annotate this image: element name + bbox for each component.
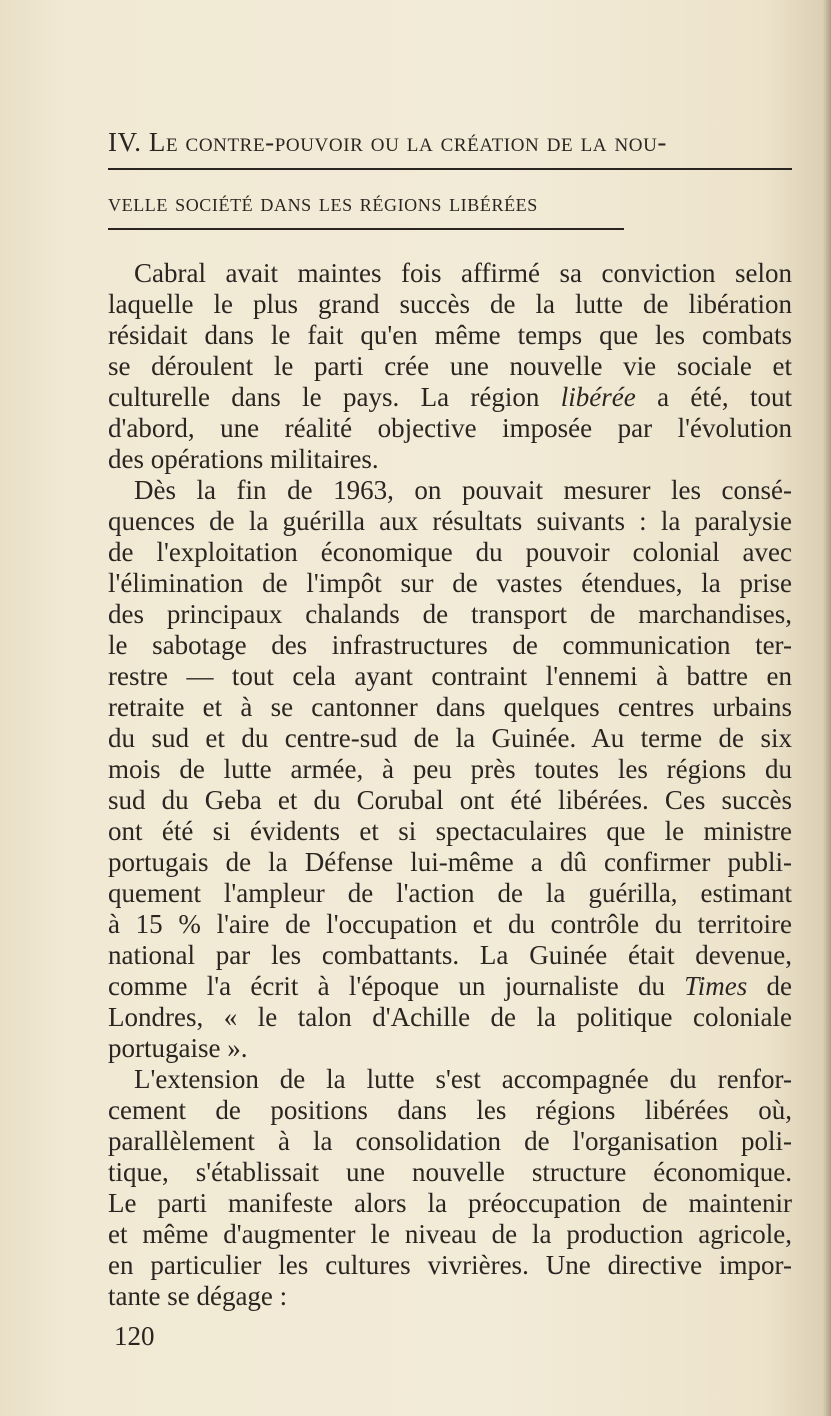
body-line: tique, s'établissait une nouvelle structure économique. <box>108 1157 792 1187</box>
body-line: portugais de la Défense lui-même a dû confirmer publi- <box>108 847 792 877</box>
body-line: quences de la guérilla aux résultats suivants : la paralysie <box>108 506 792 536</box>
body-line: comme l'a écrit à l'époque un journaliste du Times de <box>108 971 793 1001</box>
body-line: en particulier les cultures vivrières. Une directive impor- <box>108 1250 792 1280</box>
section-heading-line-2: velle société dans les régions libérées <box>108 188 538 217</box>
body-line: l'élimination de l'impôt sur de vastes étendues, la prise <box>108 568 792 598</box>
body-line: ont été si évidents et si spectaculaires que le ministre <box>108 816 792 846</box>
page-number: 120 <box>114 1321 155 1351</box>
body-line: de l'exploitation économique du pouvoir colonial avec <box>108 537 792 567</box>
body-line: le sabotage des infrastructures de communication ter- <box>108 630 792 660</box>
body-line: se déroulent le parti crée une nouvelle vie sociale et <box>108 351 792 381</box>
body-line: portugaise ». <box>108 1033 248 1063</box>
body-line: sud du Geba et du Corubal ont été libérées. Ces succès <box>108 785 792 815</box>
body-line: du sud et du centre-sud de la Guinée. Au terme de six <box>108 723 792 753</box>
body-line: retraite et à se cantonner dans quelques centres urbains <box>108 692 792 722</box>
body-line: résidait dans le fait qu'en même temps que les combats <box>108 320 792 350</box>
body-line: des opérations militaires. <box>108 444 379 474</box>
body-line: et même d'augmenter le niveau de la production agricole, <box>108 1219 792 1249</box>
body-line: d'abord, une réalité objective imposée par l'évolution <box>108 413 792 443</box>
heading-underline-2 <box>108 228 624 230</box>
body-line: Le parti manifeste alors la préoccupation de maintenir <box>108 1188 792 1218</box>
page-edge-shadow <box>823 0 831 1416</box>
section-heading-line-1: IV. Le contre-pouvoir ou la création de la nou- <box>108 127 668 157</box>
body-line: quement l'ampleur de l'action de la guérilla, estimant <box>108 878 792 908</box>
body-line: national par les combattants. La Guinée était devenue, <box>108 940 792 970</box>
body-line: Londres, « le talon d'Achille de la politique coloniale <box>108 1002 792 1032</box>
body-line: parallèlement à la consolidation de l'organisation poli- <box>108 1126 792 1156</box>
body-line: mois de lutte armée, à peu près toutes les régions du <box>108 754 792 784</box>
body-line: Cabral avait maintes fois affirmé sa conviction selon <box>134 258 792 288</box>
body-line: laquelle le plus grand succès de la lutte de libération <box>108 289 792 319</box>
body-line: Dès la fin de 1963, on pouvait mesurer les consé- <box>134 475 792 505</box>
body-line: des principaux chalands de transport de marchandises, <box>108 599 792 629</box>
body-line: à 15 % l'aire de l'occupation et du contrôle du territoire <box>108 909 792 939</box>
body-line: restre — tout cela ayant contraint l'ennemi à battre en <box>108 661 792 691</box>
body-line: cement de positions dans les régions libérées où, <box>108 1095 792 1125</box>
emphasized-word: libérée <box>560 382 636 412</box>
emphasized-word: Times <box>684 971 748 1001</box>
body-line: L'extension de la lutte s'est accompagnée du renfor- <box>134 1064 792 1094</box>
heading-underline-1 <box>108 168 792 170</box>
body-line: tante se dégage : <box>108 1281 288 1311</box>
body-line: culturelle dans le pays. La région libérée a été, tout <box>108 382 792 412</box>
